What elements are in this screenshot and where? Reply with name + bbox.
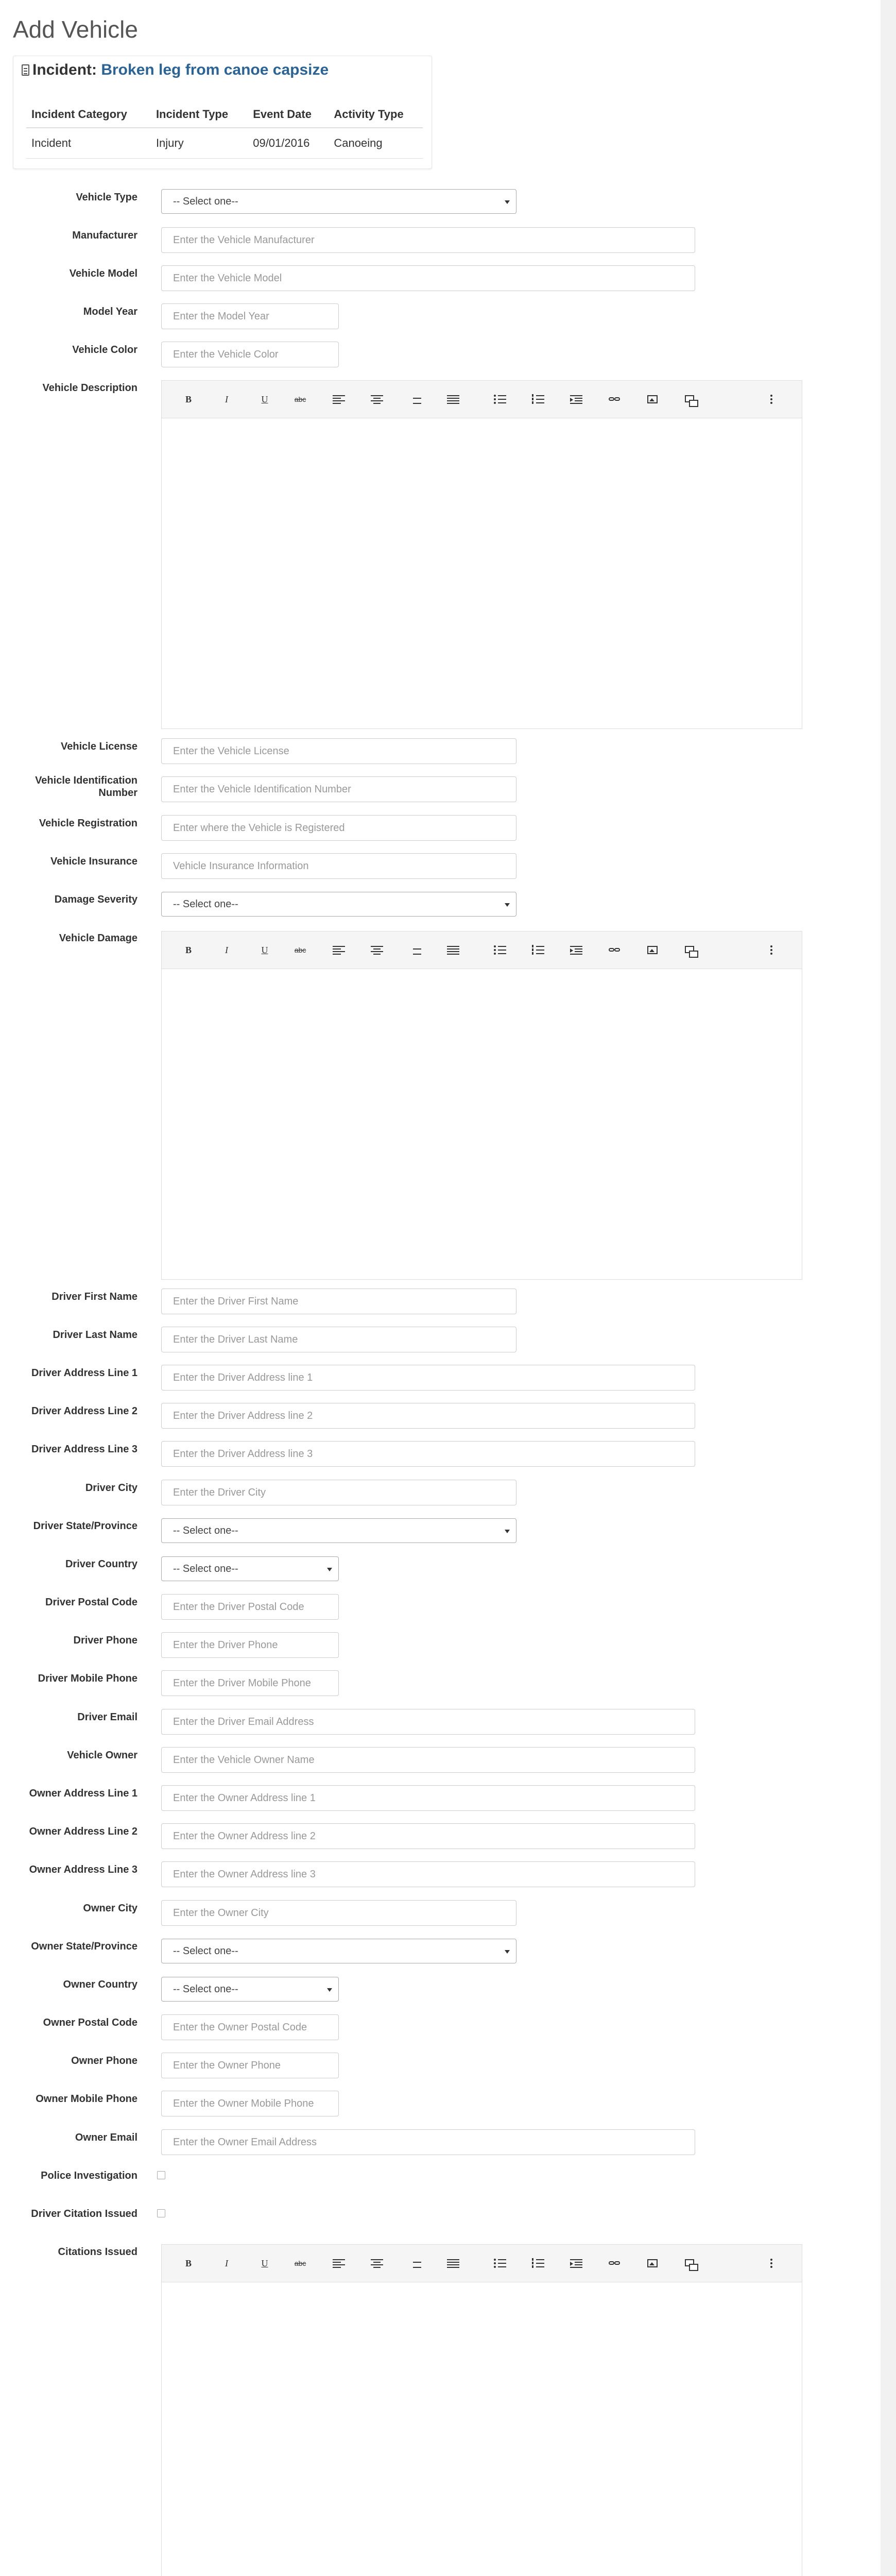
driver-phone-input[interactable]: Enter the Driver Phone bbox=[161, 1632, 339, 1658]
owner-email-label: Owner Email bbox=[75, 2132, 137, 2143]
vehicle-owner-label: Vehicle Owner bbox=[67, 1750, 137, 1761]
owner-email-input[interactable]: Enter the Owner Email Address bbox=[161, 2129, 695, 2155]
driver-first-name-input[interactable]: Enter the Driver First Name bbox=[161, 1289, 516, 1314]
damage-severity-value: -- Select one-- bbox=[173, 899, 238, 910]
damage-severity-select[interactable] bbox=[161, 892, 516, 917]
image-icon[interactable] bbox=[646, 2257, 659, 2269]
column-header-incident-category: Incident Category bbox=[26, 101, 151, 128]
cell-incident-type: Injury bbox=[151, 128, 248, 159]
owner-address-2-label: Owner Address Line 2 bbox=[29, 1826, 137, 1837]
strikethrough-icon[interactable]: abc bbox=[294, 946, 306, 954]
vehicle-description-label: Vehicle Description bbox=[42, 382, 137, 394]
link-icon[interactable] bbox=[608, 2257, 621, 2269]
column-header-activity-type: Activity Type bbox=[329, 101, 423, 128]
bullet-list-icon[interactable] bbox=[494, 2257, 506, 2269]
align-center-icon[interactable] bbox=[371, 2257, 383, 2269]
driver-address-2-input[interactable]: Enter the Driver Address line 2 bbox=[161, 1403, 695, 1429]
editor-toolbar bbox=[162, 2245, 802, 2282]
bullet-list-icon[interactable] bbox=[494, 393, 506, 405]
driver-citation-label: Driver Citation Issued bbox=[31, 2208, 137, 2219]
incident-heading bbox=[22, 61, 329, 79]
vin-label: Vehicle Identification Number bbox=[35, 775, 137, 799]
vehicle-insurance-label: Vehicle Insurance bbox=[50, 856, 137, 867]
driver-last-name-input[interactable]: Enter the Driver Last Name bbox=[161, 1327, 516, 1352]
vehicle-owner-input[interactable]: Enter the Vehicle Owner Name bbox=[161, 1747, 695, 1773]
bold-icon[interactable]: B bbox=[185, 2258, 192, 2268]
driver-country-select[interactable] bbox=[161, 1556, 339, 1581]
vehicle-license-label: Vehicle License bbox=[61, 741, 137, 752]
police-investigation-label: Police Investigation bbox=[41, 2170, 137, 2181]
chevron-down-icon bbox=[327, 1568, 332, 1571]
page-title: Add Vehicle bbox=[13, 16, 138, 43]
editor-toolbar bbox=[162, 381, 802, 418]
model-year-input[interactable]: Enter the Model Year bbox=[161, 303, 339, 329]
chevron-down-icon bbox=[505, 1950, 510, 1954]
driver-first-name-label: Driver First Name bbox=[51, 1291, 137, 1302]
strikethrough-icon[interactable]: abc bbox=[294, 2259, 306, 2267]
driver-phone-label: Driver Phone bbox=[73, 1635, 137, 1646]
driver-email-input[interactable]: Enter the Driver Email Address bbox=[161, 1709, 695, 1735]
more-icon[interactable] bbox=[765, 393, 778, 405]
column-header-event-date: Event Date bbox=[248, 101, 329, 128]
align-center-icon[interactable] bbox=[371, 393, 383, 405]
align-right-icon[interactable] bbox=[409, 393, 421, 405]
owner-address-3-label: Owner Address Line 3 bbox=[29, 1864, 137, 1875]
driver-address-1-input[interactable]: Enter the Driver Address line 1 bbox=[161, 1365, 695, 1391]
document-icon bbox=[22, 64, 29, 76]
column-header-incident-type: Incident Type bbox=[151, 101, 248, 128]
link-icon[interactable] bbox=[608, 944, 621, 956]
citations-issued-editor[interactable] bbox=[161, 2244, 802, 2576]
citations-issued-label: Citations Issued bbox=[58, 2246, 137, 2258]
driver-address-3-input[interactable]: Enter the Driver Address line 3 bbox=[161, 1441, 695, 1467]
image-icon[interactable] bbox=[646, 944, 659, 956]
driver-state-value: -- Select one-- bbox=[173, 1525, 238, 1536]
owner-city-label: Owner City bbox=[83, 1903, 137, 1914]
underline-icon[interactable]: U bbox=[261, 945, 268, 955]
driver-state-select[interactable] bbox=[161, 1518, 516, 1543]
indent-icon[interactable] bbox=[570, 393, 582, 405]
model-year-label: Model Year bbox=[83, 306, 137, 317]
align-right-icon[interactable] bbox=[409, 944, 421, 956]
owner-country-label: Owner Country bbox=[63, 1979, 137, 1990]
driver-postal-label: Driver Postal Code bbox=[45, 1597, 137, 1608]
owner-address-1-input[interactable]: Enter the Owner Address line 1 bbox=[161, 1785, 695, 1811]
underline-icon[interactable]: U bbox=[261, 2258, 268, 2268]
vehicle-damage-label: Vehicle Damage bbox=[59, 933, 137, 944]
driver-country-value: -- Select one-- bbox=[173, 1563, 238, 1574]
cell-incident-category: Incident bbox=[26, 128, 151, 159]
police-investigation-checkbox[interactable] bbox=[157, 2171, 165, 2179]
chevron-down-icon bbox=[505, 1530, 510, 1533]
bullet-list-icon[interactable] bbox=[494, 944, 506, 956]
align-left-icon[interactable] bbox=[333, 944, 345, 956]
align-justify-icon[interactable] bbox=[447, 393, 459, 405]
owner-country-select[interactable] bbox=[161, 1977, 339, 2002]
owner-state-value: -- Select one-- bbox=[173, 1945, 238, 1957]
vehicle-type-value: -- Select one-- bbox=[173, 196, 238, 207]
incident-summary-panel bbox=[13, 56, 432, 169]
chevron-down-icon bbox=[505, 903, 510, 907]
vehicle-damage-editor[interactable] bbox=[161, 931, 802, 1280]
owner-postal-label: Owner Postal Code bbox=[43, 2017, 137, 2028]
indent-icon[interactable] bbox=[570, 944, 582, 956]
owner-mobile-label: Owner Mobile Phone bbox=[36, 2093, 137, 2105]
vehicle-model-input[interactable]: Enter the Vehicle Model bbox=[161, 265, 695, 291]
vehicle-type-label: Vehicle Type bbox=[76, 192, 137, 203]
manufacturer-input[interactable]: Enter the Vehicle Manufacturer bbox=[161, 227, 695, 253]
numbered-list-icon[interactable] bbox=[532, 2257, 544, 2269]
driver-mobile-input[interactable]: Enter the Driver Mobile Phone bbox=[161, 1670, 339, 1696]
owner-address-2-input[interactable]: Enter the Owner Address line 2 bbox=[161, 1823, 695, 1849]
table-row bbox=[26, 128, 423, 159]
italic-icon[interactable]: I bbox=[225, 945, 228, 955]
manufacturer-label: Manufacturer bbox=[72, 230, 137, 241]
owner-postal-input[interactable]: Enter the Owner Postal Code bbox=[161, 2014, 339, 2040]
bold-icon[interactable]: B bbox=[185, 945, 192, 955]
driver-postal-input[interactable]: Enter the Driver Postal Code bbox=[161, 1594, 339, 1620]
driver-last-name-label: Driver Last Name bbox=[53, 1329, 137, 1341]
link-icon[interactable] bbox=[608, 393, 621, 405]
chevron-down-icon bbox=[327, 1988, 332, 1992]
driver-country-label: Driver Country bbox=[65, 1558, 137, 1570]
vehicle-license-input[interactable]: Enter the Vehicle License bbox=[161, 738, 516, 764]
media-icon[interactable] bbox=[684, 2257, 697, 2269]
align-left-icon[interactable] bbox=[333, 393, 345, 405]
incident-prefix: Incident: bbox=[32, 61, 97, 78]
scrollbar-track[interactable] bbox=[881, 0, 896, 2576]
driver-city-input[interactable]: Enter the Driver City bbox=[161, 1480, 516, 1505]
align-center-icon[interactable] bbox=[371, 944, 383, 956]
driver-mobile-label: Driver Mobile Phone bbox=[38, 1673, 137, 1684]
owner-address-3-input[interactable]: Enter the Owner Address line 3 bbox=[161, 1861, 695, 1887]
driver-citation-checkbox[interactable] bbox=[157, 2209, 165, 2217]
vehicle-model-label: Vehicle Model bbox=[69, 268, 137, 279]
strikethrough-icon[interactable]: abc bbox=[294, 395, 306, 403]
driver-address-3-label: Driver Address Line 3 bbox=[31, 1444, 137, 1455]
owner-phone-label: Owner Phone bbox=[71, 2055, 137, 2066]
vehicle-registration-input[interactable]: Enter where the Vehicle is Registered bbox=[161, 815, 516, 841]
media-icon[interactable] bbox=[684, 944, 697, 956]
align-right-icon[interactable] bbox=[409, 2257, 421, 2269]
media-icon[interactable] bbox=[684, 393, 697, 405]
italic-icon[interactable]: I bbox=[225, 2258, 228, 2268]
cell-activity-type: Canoeing bbox=[329, 128, 423, 159]
owner-country-value: -- Select one-- bbox=[173, 1984, 238, 1995]
owner-address-1-label: Owner Address Line 1 bbox=[29, 1788, 137, 1799]
image-icon[interactable] bbox=[646, 393, 659, 405]
bold-icon[interactable]: B bbox=[185, 394, 192, 404]
vehicle-insurance-input[interactable]: Vehicle Insurance Information bbox=[161, 853, 516, 879]
vehicle-registration-label: Vehicle Registration bbox=[39, 818, 137, 829]
vin-input[interactable]: Enter the Vehicle Identification Number bbox=[161, 776, 516, 802]
driver-address-2-label: Driver Address Line 2 bbox=[31, 1405, 137, 1417]
indent-icon[interactable] bbox=[570, 2257, 582, 2269]
incident-table bbox=[26, 101, 423, 159]
owner-mobile-input[interactable]: Enter the Owner Mobile Phone bbox=[161, 2091, 339, 2116]
numbered-list-icon[interactable] bbox=[532, 944, 544, 956]
driver-city-label: Driver City bbox=[85, 1482, 137, 1494]
cell-event-date: 09/01/2016 bbox=[248, 128, 329, 159]
vehicle-color-input[interactable]: Enter the Vehicle Color bbox=[161, 342, 339, 367]
owner-phone-input[interactable]: Enter the Owner Phone bbox=[161, 2053, 339, 2078]
editor-toolbar bbox=[162, 931, 802, 969]
numbered-list-icon[interactable] bbox=[532, 393, 544, 405]
owner-state-label: Owner State/Province bbox=[31, 1941, 137, 1952]
align-left-icon[interactable] bbox=[333, 2257, 345, 2269]
owner-state-select[interactable] bbox=[161, 1939, 516, 1963]
vehicle-type-select[interactable] bbox=[161, 189, 516, 214]
chevron-down-icon bbox=[505, 200, 510, 204]
align-justify-icon[interactable] bbox=[447, 944, 459, 956]
vehicle-description-editor[interactable] bbox=[161, 380, 802, 729]
owner-city-input[interactable]: Enter the Owner City bbox=[161, 1900, 516, 1926]
more-icon[interactable] bbox=[765, 2257, 778, 2269]
more-icon[interactable] bbox=[765, 944, 778, 956]
driver-address-1-label: Driver Address Line 1 bbox=[31, 1367, 137, 1379]
driver-email-label: Driver Email bbox=[77, 1711, 137, 1723]
incident-link[interactable]: Broken leg from canoe capsize bbox=[101, 61, 329, 78]
vehicle-color-label: Vehicle Color bbox=[72, 344, 137, 355]
underline-icon[interactable]: U bbox=[261, 394, 268, 404]
damage-severity-label: Damage Severity bbox=[54, 894, 137, 905]
italic-icon[interactable]: I bbox=[225, 394, 228, 404]
driver-state-label: Driver State/Province bbox=[33, 1520, 137, 1532]
align-justify-icon[interactable] bbox=[447, 2257, 459, 2269]
